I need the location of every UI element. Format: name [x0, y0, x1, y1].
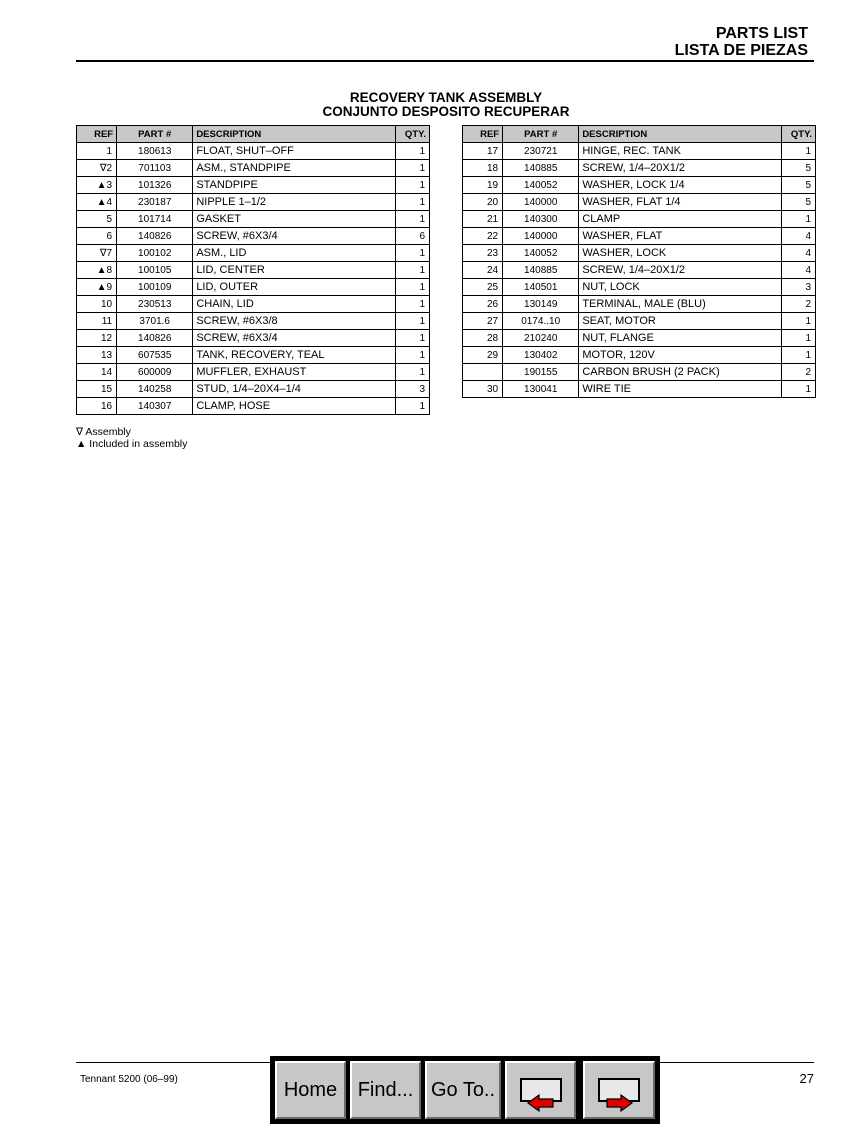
quantity-cell: 1	[395, 364, 429, 381]
assembly-title-es: CONJUNTO DESPOSITO RECUPERAR	[322, 104, 570, 119]
table-row	[77, 228, 430, 245]
part-number-cell: 180613	[117, 143, 193, 160]
description-cell: SCREW, #6X3/4	[193, 228, 396, 245]
page-number: 27	[799, 1071, 814, 1086]
part-number-cell: 140258	[117, 381, 193, 398]
ref-cell: ∇7	[77, 245, 117, 262]
description-cell: LID, CENTER	[193, 262, 396, 279]
quantity-cell: 4	[781, 228, 815, 245]
description-cell: CARBON BRUSH (2 PACK)	[579, 364, 782, 381]
part-number-cell: 100105	[117, 262, 193, 279]
description-cell: WASHER, LOCK 1/4	[579, 177, 782, 194]
quantity-cell: 5	[781, 160, 815, 177]
table-row	[463, 211, 816, 228]
description-cell: NIPPLE 1–1/2	[193, 194, 396, 211]
description-cell: STUD, 1/4–20X4–1/4	[193, 381, 396, 398]
ref-cell: ▲4	[77, 194, 117, 211]
ref-cell: 20	[463, 194, 503, 211]
description-cell: WASHER, FLAT 1/4	[579, 194, 782, 211]
part-number-cell: 101326	[117, 177, 193, 194]
table-row	[77, 160, 430, 177]
quantity-cell: 1	[781, 313, 815, 330]
quantity-cell: 3	[781, 279, 815, 296]
quantity-cell: 3	[395, 381, 429, 398]
ref-cell: 16	[77, 398, 117, 415]
table-row	[463, 381, 816, 398]
quantity-cell: 1	[395, 330, 429, 347]
ref-cell: 17	[463, 143, 503, 160]
table-row	[77, 347, 430, 364]
table-row	[77, 313, 430, 330]
description-cell: WIRE TIE	[579, 381, 782, 398]
description-cell: WASHER, LOCK	[579, 245, 782, 262]
part-number-cell: 140052	[503, 245, 579, 262]
legend-included: ▲ Included in assembly	[76, 438, 188, 450]
table-row	[77, 143, 430, 160]
part-number-cell: 230187	[117, 194, 193, 211]
table-row	[463, 262, 816, 279]
description-cell: LID, OUTER	[193, 279, 396, 296]
table-row	[77, 279, 430, 296]
part-number-cell: 100102	[117, 245, 193, 262]
ref-cell: 25	[463, 279, 503, 296]
quantity-cell: 1	[781, 143, 815, 160]
ref-cell: 30	[463, 381, 503, 398]
quantity-cell: 1	[395, 245, 429, 262]
description-cell: HINGE, REC. TANK	[579, 143, 782, 160]
part-number-cell: 140501	[503, 279, 579, 296]
ref-cell: 28	[463, 330, 503, 347]
ref-cell	[463, 364, 503, 381]
ref-cell: 21	[463, 211, 503, 228]
ref-cell: 13	[77, 347, 117, 364]
description-cell: CLAMP	[579, 211, 782, 228]
quantity-cell: 1	[395, 296, 429, 313]
footer-document-id: Tennant 5200 (06–99)	[80, 1074, 178, 1085]
ref-cell: 26	[463, 296, 503, 313]
part-number-cell: 230721	[503, 143, 579, 160]
col-header-description: DESCRIPTION	[193, 126, 396, 143]
table-row	[77, 211, 430, 228]
header-rule	[76, 60, 814, 62]
description-cell: WASHER, FLAT	[579, 228, 782, 245]
next-page-button[interactable]	[583, 1061, 655, 1119]
col-header-qty: QTY.	[781, 126, 815, 143]
find-button[interactable]: Find...	[350, 1061, 421, 1119]
col-header-description: DESCRIPTION	[579, 126, 782, 143]
part-number-cell: 130149	[503, 296, 579, 313]
quantity-cell: 4	[781, 245, 815, 262]
page-header	[675, 25, 808, 59]
part-number-cell: 140052	[503, 177, 579, 194]
quantity-cell: 1	[781, 347, 815, 364]
description-cell: MOTOR, 120V	[579, 347, 782, 364]
part-number-cell: 701103	[117, 160, 193, 177]
table-row	[77, 381, 430, 398]
part-number-cell: 140000	[503, 228, 579, 245]
ref-cell: 15	[77, 381, 117, 398]
quantity-cell: 1	[395, 313, 429, 330]
ref-cell: 11	[77, 313, 117, 330]
table-row	[463, 296, 816, 313]
parts-table-right	[462, 125, 816, 398]
description-cell: TERMINAL, MALE (BLU)	[579, 296, 782, 313]
table-row	[77, 330, 430, 347]
part-number-cell: 600009	[117, 364, 193, 381]
legend-assembly: ∇ Assembly	[76, 426, 131, 438]
table-row	[77, 177, 430, 194]
part-number-cell: 230513	[117, 296, 193, 313]
description-cell: CLAMP, HOSE	[193, 398, 396, 415]
quantity-cell: 1	[395, 143, 429, 160]
table-row	[77, 364, 430, 381]
ref-cell: 27	[463, 313, 503, 330]
col-header-qty: QTY.	[395, 126, 429, 143]
quantity-cell: 1	[395, 398, 429, 415]
description-cell: GASKET	[193, 211, 396, 228]
legend	[76, 426, 187, 450]
part-number-cell: 100109	[117, 279, 193, 296]
table-row	[463, 279, 816, 296]
quantity-cell: 4	[781, 262, 815, 279]
ref-cell: 5	[77, 211, 117, 228]
description-cell: SCREW, 1/4–20X1/2	[579, 160, 782, 177]
quantity-cell: 2	[781, 296, 815, 313]
ref-cell: ▲3	[77, 177, 117, 194]
table-row	[463, 330, 816, 347]
description-cell: SCREW, 1/4–20X1/2	[579, 262, 782, 279]
part-number-cell: 130402	[503, 347, 579, 364]
col-header-ref: REF	[77, 126, 117, 143]
description-cell: SCREW, #6X3/4	[193, 330, 396, 347]
quantity-cell: 5	[781, 194, 815, 211]
table-row	[463, 347, 816, 364]
col-header-part: PART #	[117, 126, 193, 143]
col-header-part: PART #	[503, 126, 579, 143]
part-number-cell: 140885	[503, 160, 579, 177]
part-number-cell: 140307	[117, 398, 193, 415]
part-number-cell: 140300	[503, 211, 579, 228]
description-cell: ASM., LID	[193, 245, 396, 262]
assembly-title	[76, 91, 816, 119]
part-number-cell: 210240	[503, 330, 579, 347]
quantity-cell: 1	[781, 381, 815, 398]
description-cell: TANK, RECOVERY, TEAL	[193, 347, 396, 364]
ref-cell: 12	[77, 330, 117, 347]
quantity-cell: 1	[395, 262, 429, 279]
ref-cell: 14	[77, 364, 117, 381]
table-row	[77, 194, 430, 211]
quantity-cell: 2	[781, 364, 815, 381]
col-header-ref: REF	[463, 126, 503, 143]
part-number-cell: 140826	[117, 228, 193, 245]
assembly-title-en: RECOVERY TANK ASSEMBLY	[349, 90, 543, 105]
quantity-cell: 5	[781, 177, 815, 194]
table-row	[463, 245, 816, 262]
quantity-cell: 1	[395, 211, 429, 228]
description-cell: STANDPIPE	[193, 177, 396, 194]
table-row	[77, 296, 430, 313]
quantity-cell: 1	[781, 330, 815, 347]
header-title-en: PARTS LIST	[715, 25, 808, 42]
ref-cell: 1	[77, 143, 117, 160]
ref-cell: 18	[463, 160, 503, 177]
quantity-cell: 1	[395, 347, 429, 364]
ref-cell: 6	[77, 228, 117, 245]
description-cell: SEAT, MOTOR	[579, 313, 782, 330]
left-arrow-icon	[520, 1078, 562, 1102]
parts-table-left	[76, 125, 430, 415]
header-title-es: LISTA DE PIEZAS	[674, 42, 808, 59]
part-number-cell: 130041	[503, 381, 579, 398]
description-cell: FLOAT, SHUT–OFF	[193, 143, 396, 160]
table-row	[463, 364, 816, 381]
description-cell: MUFFLER, EXHAUST	[193, 364, 396, 381]
navigation-bar	[270, 1056, 660, 1124]
ref-cell: 19	[463, 177, 503, 194]
goto-button[interactable]: Go To..	[425, 1061, 501, 1119]
part-number-cell: 190155	[503, 364, 579, 381]
left-arrow-icon-glyph	[522, 1093, 560, 1113]
part-number-cell: 101714	[117, 211, 193, 228]
table-row	[77, 245, 430, 262]
table-header-row	[77, 126, 430, 143]
table-row	[77, 398, 430, 415]
ref-cell: ▲8	[77, 262, 117, 279]
part-number-cell: 607535	[117, 347, 193, 364]
description-cell: SCREW, #6X3/8	[193, 313, 396, 330]
table-row	[77, 262, 430, 279]
table-row	[463, 143, 816, 160]
description-cell: NUT, LOCK	[579, 279, 782, 296]
table-row	[463, 194, 816, 211]
quantity-cell: 1	[395, 279, 429, 296]
ref-cell: 10	[77, 296, 117, 313]
home-button[interactable]: Home	[275, 1061, 346, 1119]
part-number-cell: 140885	[503, 262, 579, 279]
table-row	[463, 177, 816, 194]
part-number-cell: 140000	[503, 194, 579, 211]
ref-cell: 23	[463, 245, 503, 262]
right-arrow-icon	[598, 1078, 640, 1102]
ref-cell: 29	[463, 347, 503, 364]
ref-cell: ∇2	[77, 160, 117, 177]
description-cell: ASM., STANDPIPE	[193, 160, 396, 177]
description-cell: CHAIN, LID	[193, 296, 396, 313]
ref-cell: 22	[463, 228, 503, 245]
quantity-cell: 1	[395, 194, 429, 211]
description-cell: NUT, FLANGE	[579, 330, 782, 347]
quantity-cell: 1	[395, 177, 429, 194]
quantity-cell: 6	[395, 228, 429, 245]
part-number-cell: 0174..10	[503, 313, 579, 330]
table-header-row	[463, 126, 816, 143]
part-number-cell: 140826	[117, 330, 193, 347]
table-row	[463, 228, 816, 245]
table-row	[463, 160, 816, 177]
quantity-cell: 1	[395, 160, 429, 177]
part-number-cell: 3701.6	[117, 313, 193, 330]
quantity-cell: 1	[781, 211, 815, 228]
previous-page-button[interactable]	[505, 1061, 576, 1119]
right-arrow-icon-glyph	[600, 1093, 638, 1113]
table-row	[463, 313, 816, 330]
ref-cell: ▲9	[77, 279, 117, 296]
ref-cell: 24	[463, 262, 503, 279]
